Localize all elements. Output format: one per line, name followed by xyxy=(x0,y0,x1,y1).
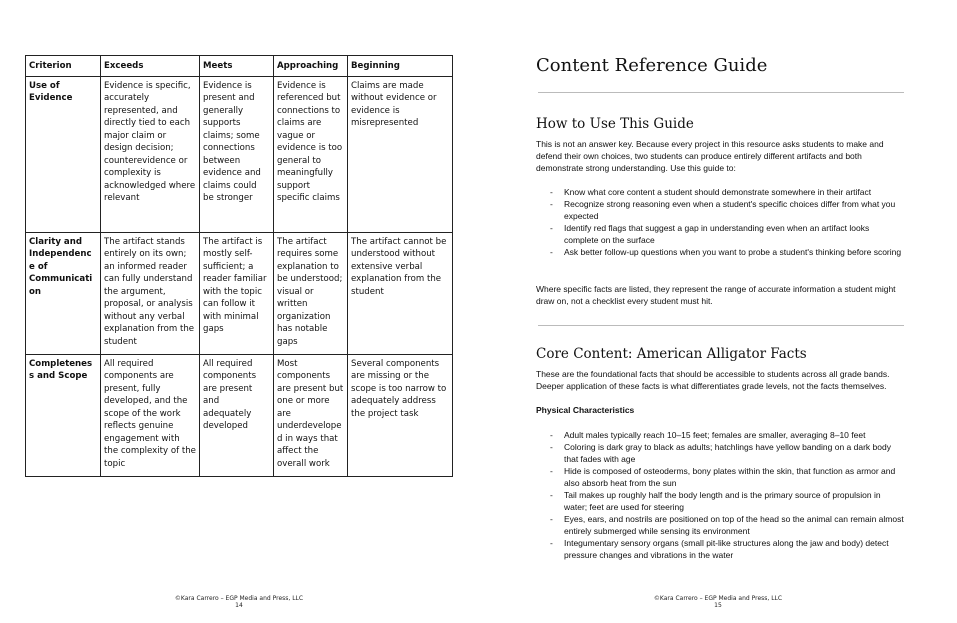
page-number: 14 xyxy=(235,602,243,609)
right-page xyxy=(479,0,957,623)
column-header-meets: Meets xyxy=(200,56,274,77)
list-item: - Eyes, ears, and nostrils are positioned on top of the head so the animal can remain almost entirely submerged while sensing its environment xyxy=(550,514,904,536)
rubric-table xyxy=(25,55,453,477)
page-title: Content Reference Guide xyxy=(536,55,768,76)
column-header-approaching: Approaching xyxy=(274,56,348,77)
page-footer xyxy=(0,595,478,609)
list-item: - Recognize strong reasoning even when a student's specific choices differ from what you expected xyxy=(550,199,896,221)
section-divider xyxy=(538,92,904,93)
exceeds-cell: The artifact stands entirely on its own; an informed reader can fully understand the argument, proposal, or analysis without any verbal explanation from the student xyxy=(101,232,200,354)
footer-credit: ©Kara Carrero – EGP Media and Press, LLC xyxy=(174,595,304,602)
section-heading: How to Use This Guide xyxy=(536,116,694,132)
intro-paragraph: This is not an answer key. Because every project in this resource asks students to make and defend their own choices, two students can produce entirely different artifacts and both demonstrate strong understanding. Use this guide to: xyxy=(536,139,884,173)
usage-list xyxy=(536,186,906,258)
list-item: - Coloring is dark gray to black as adults; hatchlings have yellow banding on a dark body that fades with age xyxy=(550,442,891,464)
criterion-cell: Completeness and Scope xyxy=(26,354,101,476)
section-heading: Core Content: American Alligator Facts xyxy=(536,346,807,362)
exceeds-cell: Evidence is specific, accurately represented, and directly tied to each major claim or design decision; counterevidence or complexity is acknowledged where relevant xyxy=(101,76,200,232)
approaching-cell: Evidence is referenced but connections to claims are vague or evidence is too general to meaningfully support specific claims xyxy=(274,76,348,232)
list-item: - Hide is composed of osteoderms, bony plates within the skin, that function as armor and also absorb heat from the sun xyxy=(550,466,896,488)
criterion-cell: Clarity and Independence of Communication xyxy=(26,232,101,354)
left-page xyxy=(0,0,478,623)
beginning-cell: The artifact cannot be understood without extensive verbal explanation from the student xyxy=(348,232,453,354)
subsection-heading: Physical Characteristics xyxy=(536,405,635,415)
meets-cell: Evidence is present and generally supports claims; some connections between evidence and claims could be stronger xyxy=(200,76,274,232)
column-header-criterion: Criterion xyxy=(26,56,101,77)
meets-cell: All required components are present and adequately developed xyxy=(200,354,274,476)
list-item: - Adult males typically reach 10–15 feet; females are smaller, averaging 8–10 feet xyxy=(550,430,866,440)
list-item: - Ask better follow-up questions when you want to probe a student's thinking before scoring xyxy=(550,247,902,257)
criterion-cell: Use of Evidence xyxy=(26,76,101,232)
meets-cell: The artifact is mostly self-sufficient; a reader familiar with the topic can follow it with minimal gaps xyxy=(200,232,274,354)
table-row xyxy=(26,232,453,354)
column-header-exceeds: Exceeds xyxy=(101,56,200,77)
list-item: - Tail makes up roughly half the body length and is the primary source of propulsion in water; feet are used for steering xyxy=(550,490,881,512)
beginning-cell: Claims are made without evidence or evidence is misrepresented xyxy=(348,76,453,232)
facts-list xyxy=(536,429,906,561)
footer-credit: ©Kara Carrero – EGP Media and Press, LLC xyxy=(653,595,783,602)
table-row xyxy=(26,354,453,476)
exceeds-cell: All required components are present, fully developed, and the scope of the work reflects genuine engagement with the complexity of the topic xyxy=(101,354,200,476)
approaching-cell: Most components are present but one or more are underdeveloped in ways that affect the overall work xyxy=(274,354,348,476)
list-item: - Identify red flags that suggest a gap in understanding even when an artifact looks complete on the surface xyxy=(550,223,870,245)
intro-paragraph: These are the foundational facts that should be accessible to students across all grade bands. Deeper application of these facts is what differentiates grade levels, not the facts themselves. xyxy=(536,369,890,391)
page-footer xyxy=(479,595,957,609)
beginning-cell: Several components are missing or the scope is too narrow to adequately address the project task xyxy=(348,354,453,476)
column-header-beginning: Beginning xyxy=(348,56,453,77)
closing-paragraph: Where specific facts are listed, they represent the range of accurate information a student might draw on, not a checklist every student must hit. xyxy=(536,284,896,306)
table-row xyxy=(26,76,453,232)
list-item: - Know what core content a student should demonstrate somewhere in their artifact xyxy=(550,187,872,197)
page-number: 15 xyxy=(714,602,722,609)
section-divider xyxy=(538,325,904,326)
table-header-row xyxy=(26,56,453,77)
list-item: - Integumentary sensory organs (small pit-like structures along the jaw and body) detect pressure changes and vibrations in the water xyxy=(550,538,889,560)
approaching-cell: The artifact requires some explanation to be understood; visual or written organization has notable gaps xyxy=(274,232,348,354)
